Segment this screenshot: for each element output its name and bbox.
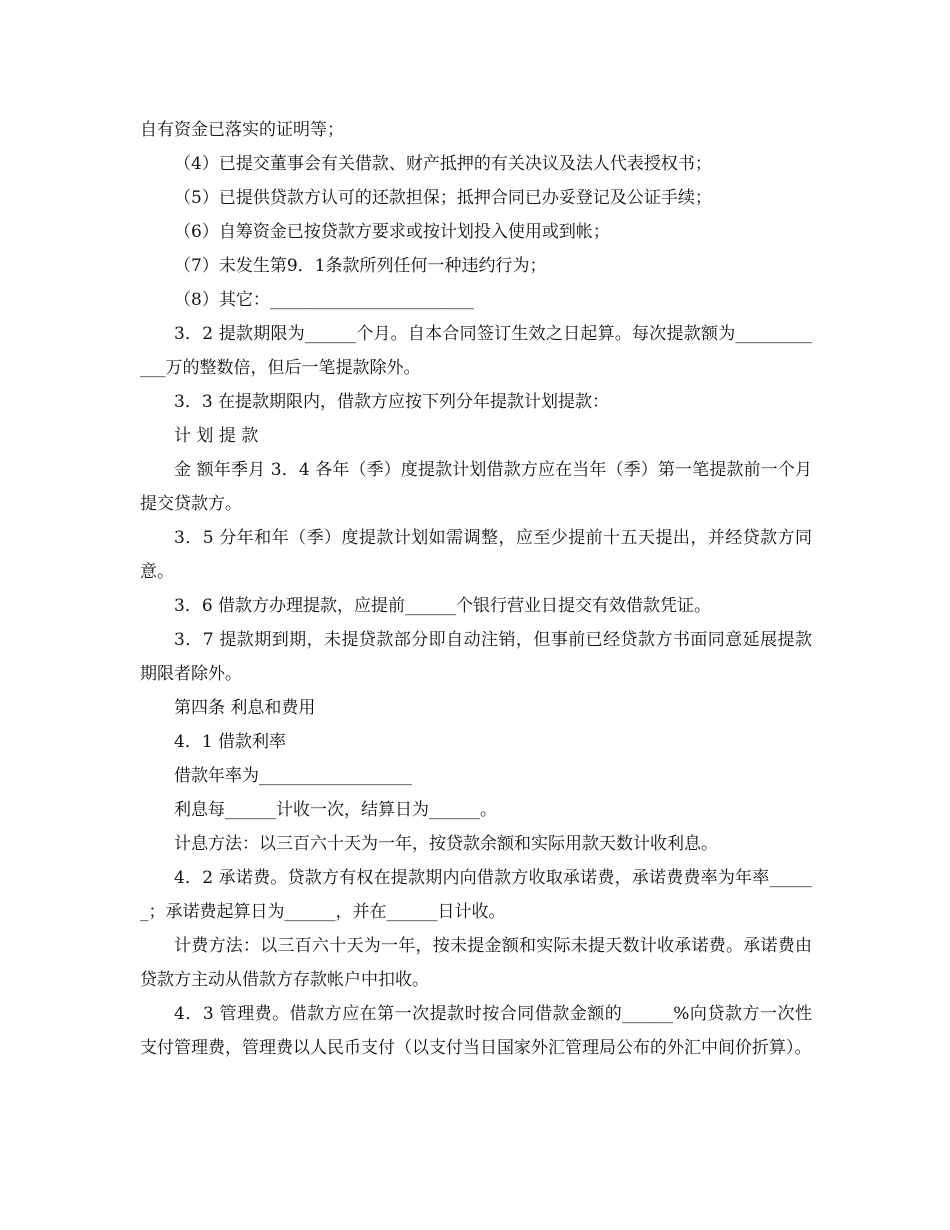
paragraph-clause-3-2: 3．2 提款期限为______个月。自本合同签订生效之日起算。每次提款额为____________万的整数倍，但后一笔提款除外。 (140, 324, 812, 378)
paragraph-clause-3-7: 3．7 提款期到期，未提贷款部分即自动注销，但事前已经贷款方书面同意延展提款期限者除外。 (140, 630, 812, 684)
paragraph-clause-4-2: 4．2 承诺费。贷款方有权在提款期内向借款方收取承诺费，承诺费费率为年率______；承诺费起算日为______，并在______日计收。 (140, 868, 812, 922)
paragraph-condition-8: （8）其它：________________________ (174, 290, 474, 310)
paragraph-clause-3-6: 3．6 借款方办理提款，应提前______个银行营业日提交有效借款凭证。 (174, 596, 712, 616)
paragraph-annual-rate: 借款年率为__________________ (174, 766, 412, 786)
paragraph-own-funds-proof: 自有资金已落实的证明等； (140, 120, 344, 140)
paragraph-condition-7: （7）未发生第9．1条款所列任何一种违约行为； (174, 256, 547, 276)
paragraph-interest-collection: 利息每______计收一次，结算日为______。 (174, 800, 497, 820)
paragraph-condition-4: （4）已提交董事会有关借款、财产抵押的有关决议及法人代表授权书； (174, 154, 712, 174)
document-body (140, 113, 812, 1065)
paragraph-condition-5: （5）已提供贷款方认可的还款担保；抵押合同已办妥登记及公证手续； (174, 188, 712, 208)
paragraph-fee-method: 计费方法：以三百六十天为一年，按未提金额和实际未提天数计收承诺费。承诺费由贷款方主动从借款方存款帐户中扣收。 (140, 936, 812, 990)
section-heading-article-4: 第四条 利息和费用 (174, 698, 316, 718)
paragraph-plan-heading: 计 划 提 款 (174, 426, 259, 446)
paragraph-clause-4-3: 4．3 管理费。借款方应在第一次提款时按合同借款金额的______%向贷款方一次性支付管理费，管理费以人民币支付（以支付当日国家外汇管理局公布的外汇中间价折算）。 (140, 1004, 812, 1058)
paragraph-interest-method: 计息方法：以三百六十天为一年，按贷款余额和实际用款天数计收利息。 (174, 834, 718, 854)
paragraph-clause-3-3: 3．3 在提款期限内，借款方应按下列分年提款计划提款： (174, 392, 610, 412)
paragraph-clause-4-1: 4．1 借款利率 (174, 732, 287, 752)
paragraph-clause-3-4: 金 额年季月 3．4 各年（季）度提款计划借款方应在当年（季）第一笔提款前一个月提交贷款方。 (140, 460, 812, 514)
paragraph-condition-6: （6）自筹资金已按贷款方要求或按计划投入使用或到帐； (174, 222, 610, 242)
paragraph-clause-3-5: 3．5 分年和年（季）度提款计划如需调整，应至少提前十五天提出，并经贷款方同意。 (140, 528, 812, 582)
